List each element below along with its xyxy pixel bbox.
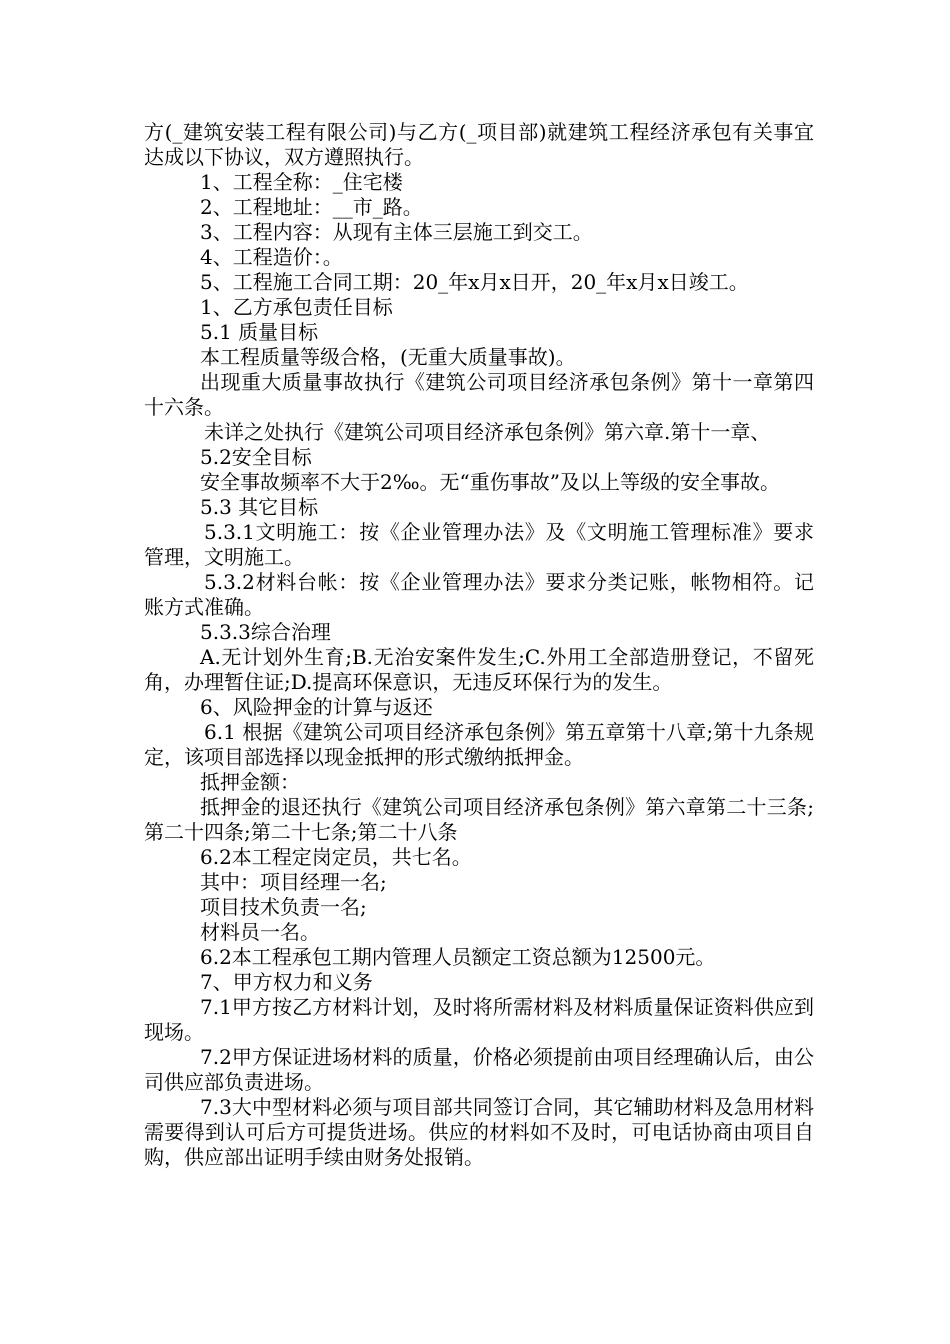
paragraph-material-ledger: 5.3.2材料台帐：按《企业管理办法》要求分类记账，帐物相符。记账方式准确。 bbox=[144, 570, 814, 619]
paragraph-deposit-basis: 6.1 根据《建筑公司项目经济承包条例》第五章第十八章;第十九条规定，该项目部选择以现金抵押的形式缴纳抵押金。 bbox=[144, 720, 814, 769]
heading-party-a-rights: 7、甲方权力和义务 bbox=[200, 970, 373, 994]
paragraph-project-cost: 4、工程造价：。 bbox=[200, 245, 343, 269]
paragraph-project-name: 1、工程全称：_住宅楼 bbox=[200, 170, 403, 194]
paragraph-wage-total: 6.2本工程承包工期内管理人员额定工资总额为12500元。 bbox=[200, 945, 716, 969]
paragraph-governance-items: A.无计划外生育;B.无治安案件发生;C.外用工全部造册登记，不留死角，办理暂住证;D.提高环保意识，无违反环保行为的发生。 bbox=[144, 645, 814, 694]
paragraph-civilized-construction: 5.3.1文明施工：按《企业管理办法》及《文明施工管理标准》要求管理，文明施工。 bbox=[144, 520, 814, 569]
heading-quality-goal: 5.1 质量目标 bbox=[200, 320, 319, 344]
paragraph-contract-period: 5、工程施工合同工期：20_年x月x日开，20_年x月x日竣工。 bbox=[200, 270, 749, 294]
paragraph-quality-level: 本工程质量等级合格，(无重大质量事故)。 bbox=[200, 345, 576, 369]
paragraph-project-manager: 其中：项目经理一名; bbox=[200, 870, 387, 894]
paragraph-unspecified: 未详之处执行《建筑公司项目经济承包条例》第六章.第十一章、 bbox=[204, 420, 771, 444]
paragraph-technical-lead: 项目技术负责一名; bbox=[200, 895, 367, 919]
paragraph-party-a-7-3: 7.3大中型材料必须与项目部共同签订合同，其它辅助材料及急用材料需要得到认可后方可提货进场。供应的材料如不及时，可电话协商由项目自购，供应部出证明手续由财务处报销。 bbox=[144, 1095, 814, 1169]
paragraph-staffing: 6.2本工程定岗定员，共七名。 bbox=[200, 845, 472, 869]
paragraph-quality-accident: 出现重大质量事故执行《建筑公司项目经济承包条例》第十一章第四十六条。 bbox=[144, 370, 814, 419]
paragraph-safety-rate: 安全事故频率不大于2‰。无“重伤事故”及以上等级的安全事故。 bbox=[200, 470, 781, 494]
heading-other-goals: 5.3 其它目标 bbox=[200, 495, 319, 519]
paragraph-deposit-return: 抵押金的退还执行《建筑公司项目经济承包条例》第六章第二十三条;第二十四条;第二十七条;第二十八条 bbox=[144, 795, 814, 844]
heading-comprehensive-governance: 5.3.3综合治理 bbox=[200, 620, 331, 644]
heading-safety-goal: 5.2安全目标 bbox=[200, 445, 312, 469]
paragraph-project-content: 3、工程内容：从现有主体三层施工到交工。 bbox=[200, 220, 593, 244]
heading-responsibility-goals: 1、乙方承包责任目标 bbox=[200, 295, 393, 319]
document-page bbox=[144, 120, 814, 1170]
paragraph-deposit-amount: 抵押金额： bbox=[200, 770, 300, 794]
paragraph-material-clerk: 材料员一名。 bbox=[200, 920, 320, 944]
paragraph-party-a-7-2: 7.2甲方保证进场材料的质量，价格必须提前由项目经理确认后，由公司供应部负责进场。 bbox=[144, 1045, 814, 1094]
paragraph-project-address: 2、工程地址：__市_路。 bbox=[200, 195, 423, 219]
heading-risk-deposit: 6、风险押金的计算与返还 bbox=[200, 695, 433, 719]
paragraph-intro: 方(_建筑安装工程有限公司)与乙方(_项目部)就建筑工程经济承包有关事宜达成以下协议，双方遵照执行。 bbox=[144, 120, 814, 169]
paragraph-party-a-7-1: 7.1甲方按乙方材料计划，及时将所需材料及材料质量保证资料供应到现场。 bbox=[144, 995, 814, 1044]
